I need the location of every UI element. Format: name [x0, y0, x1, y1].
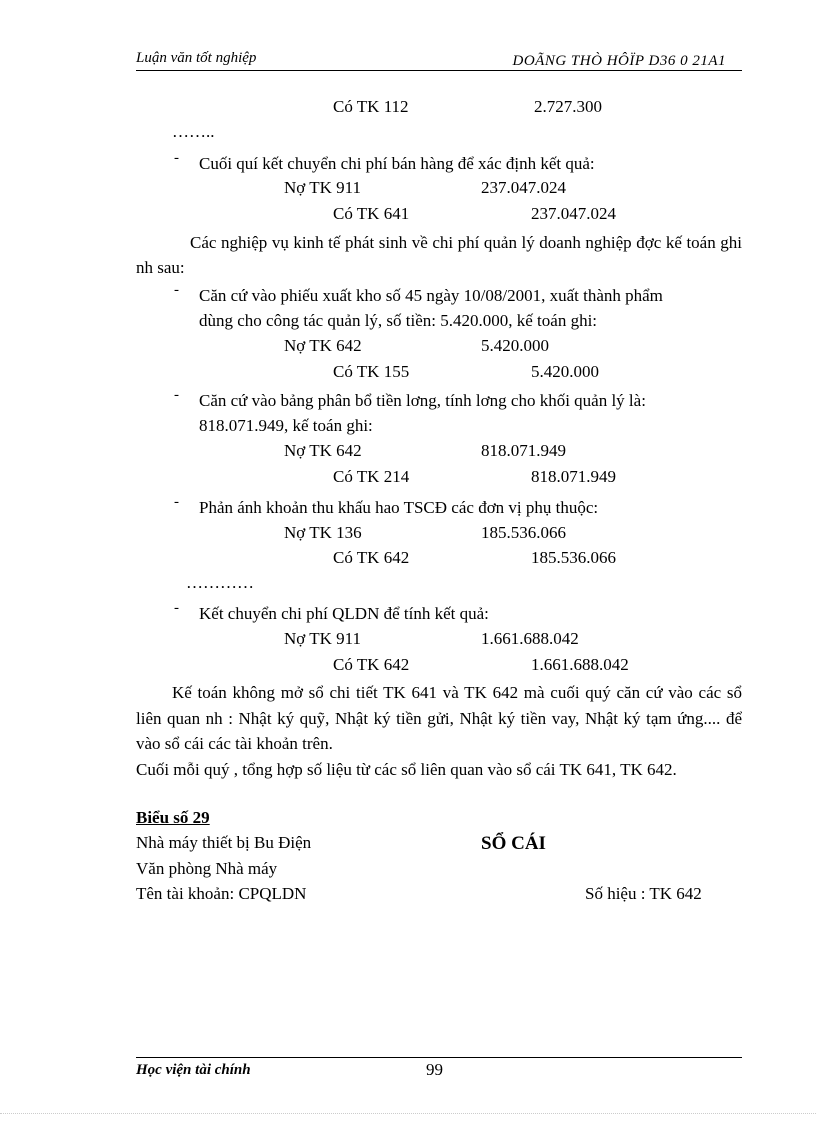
footer-divider [136, 1057, 742, 1058]
bullet-dash: - [174, 494, 179, 510]
entry-label: Có TK 641 [333, 204, 410, 223]
ellipsis: ………… [186, 573, 254, 592]
entry-value: 185.536.066 [531, 548, 616, 567]
entry-value: 5.420.000 [531, 362, 599, 381]
office-name: Văn phòng Nhà máy [136, 859, 278, 878]
entry-label: Nợ TK 911 [284, 629, 361, 648]
entry-label: Có TK 642 [333, 655, 410, 674]
entry-label: Có TK 155 [333, 362, 410, 381]
figure-label: Biểu số 29 [136, 808, 210, 827]
entry-value: 185.536.066 [481, 523, 566, 542]
paragraph: Kế toán không mở sổ chi tiết TK 641 và TK 642 mà cuối quý căn cứ vào các sổ liên quan nh : Nhật ký quỹ, Nhật ký tiền gửi, Nhật ký tiền vay, Nhật ký tạm ứng.... để vào sổ cái các tài khoản trên. [136, 683, 742, 753]
bullet-dash: - [174, 150, 179, 166]
paragraph: Cuối mỗi quý , tổng hợp số liệu từ các sổ liên quan vào sổ cái TK 641, TK 642. [136, 760, 677, 779]
page-edge-divider [0, 1113, 816, 1114]
footer-left: Học viện tài chính [136, 1062, 251, 1078]
bullet-text: Kết chuyển chi phí QLDN để tính kết quả: [199, 604, 489, 623]
bullet-text: 818.071.949, kế toán ghi: [199, 416, 373, 435]
entry-label: Có TK 642 [333, 548, 410, 567]
entry-value: 818.071.949 [531, 467, 616, 486]
ellipsis: …….. [172, 122, 215, 141]
bullet-dash: - [174, 387, 179, 403]
entry-value: 5.420.000 [481, 336, 549, 355]
entry-label: Nợ TK 136 [284, 523, 362, 542]
entry-label: Nợ TK 642 [284, 336, 362, 355]
organization-name: Nhà máy thiết bị Bu Điện [136, 833, 312, 852]
entry-label: Có TK 214 [333, 467, 410, 486]
entry-label: Có TK 112 [333, 97, 409, 116]
entry-value: 818.071.949 [481, 441, 566, 460]
header-left: Luận văn tốt nghiệp [136, 50, 257, 66]
entry-value: 1.661.688.042 [481, 629, 579, 648]
page-number: 99 [426, 1060, 443, 1079]
entry-label: Nợ TK 911 [284, 178, 361, 197]
entry-label: Nợ TK 642 [284, 441, 362, 460]
bullet-text: Căn cứ vào bảng phân bổ tiền lơng, tính lơng cho khối quản lý là: [199, 391, 646, 410]
entry-value: 237.047.024 [531, 204, 616, 223]
header-divider [136, 70, 742, 71]
entry-value: 237.047.024 [481, 178, 566, 197]
bullet-text: Phản ánh khoản thu khấu hao TSCĐ các đơn vị phụ thuộc: [199, 498, 599, 517]
header-right: DOÃNG THÒ HÔÏP D36 0 21A1 [512, 53, 726, 69]
bullet-dash: - [174, 282, 179, 298]
bullet-text: Căn cứ vào phiếu xuất kho số 45 ngày 10/08/2001, xuất thành phẩm [199, 286, 663, 305]
ledger-title: SỔ CÁI [481, 833, 546, 854]
bullet-dash: - [174, 600, 179, 616]
account-code: Số hiệu : TK 642 [585, 884, 702, 903]
entry-value: 2.727.300 [534, 97, 602, 116]
bullet-text: dùng cho công tác quản lý, số tiền: 5.420.000, kế toán ghi: [199, 311, 598, 330]
entry-value: 1.661.688.042 [531, 655, 629, 674]
account-name: Tên tài khoản: CPQLDN [136, 884, 307, 903]
paragraph: Các nghiệp vụ kinh tế phát sinh về chi phí quản lý doanh nghiệp đợc kế toán ghi nh sau: [136, 233, 742, 277]
bullet-text: Cuối quí kết chuyển chi phí bán hàng để xác định kết quả: [199, 154, 595, 173]
